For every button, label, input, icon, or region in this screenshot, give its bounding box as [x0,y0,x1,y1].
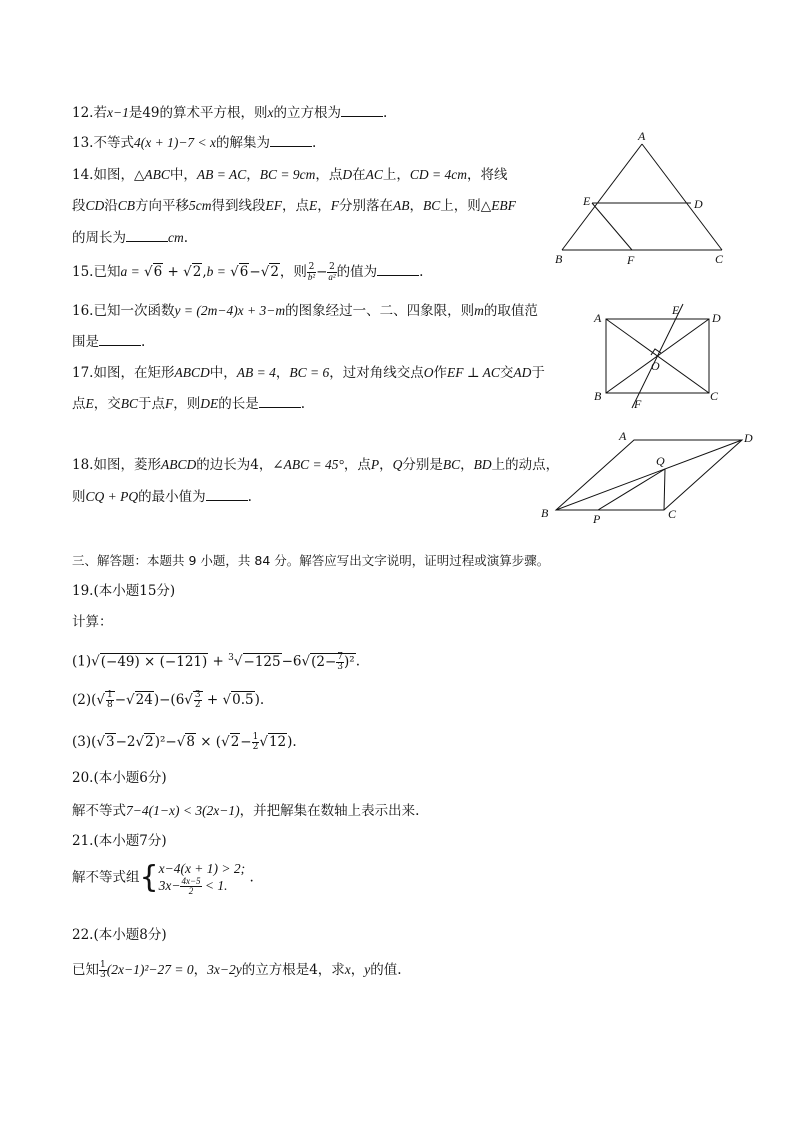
q14-text: 中， [169,167,197,183]
question-22-body [72,960,402,980]
segment-AB [562,144,642,250]
q17-math: AB = 4 [236,365,276,380]
q19-op: − [114,692,127,708]
q18-text: 的边长为4， [196,457,273,473]
question-17-line-1 [72,363,545,383]
q18-text: 上的动点， [491,457,560,473]
label-O: O [651,359,660,373]
label-D: D [694,197,703,211]
label-C: C [715,252,724,266]
q19-fraction [106,691,114,710]
q16-text: 的取值范 [483,303,538,319]
q15-radicand: 2 [270,264,279,280]
q17-text: 于点 [138,396,166,412]
question-14-line-3 [72,228,188,248]
question-18-line-1 [72,455,559,475]
system-row-1: x−4(x + 1) > 2; [158,861,246,876]
q21-fraction [180,877,201,896]
q13-suffix: 的解集为 [216,135,271,151]
q15-answer-blank[interactable] [377,263,419,276]
q14-text: 14.如图，△ [72,167,145,183]
system-row-2 [159,877,246,896]
q21-text: 解不等式组 [72,869,140,886]
q17-text: ，过对角线交点 [329,365,424,381]
inequality-system [159,860,246,896]
q14-text: 在 [352,167,366,183]
q22-math: 3x−2y [207,962,242,977]
q19-radicand [193,691,203,708]
q19-text: )²− [154,734,177,750]
q19-radicand: 12 [268,734,287,750]
q14-math: CD [85,198,105,213]
q19-fraction [252,733,260,752]
question-19-title: 19.(本小题15分) [72,583,176,599]
q14-math: CB [117,198,136,213]
frac-num: 2 [329,262,335,272]
q17-math: DE [200,396,219,411]
q14-answer-blank[interactable] [126,229,168,242]
q17-text: 于 [531,365,545,381]
q17-text: 交 [499,365,514,381]
section-3-heading: 三、解答题：本题共 9 小题，共 84 分。解答应写出文字说明，证明过程或演算步骤。 [72,553,550,568]
q22-math: y [364,962,371,977]
frac-den: 2 [188,886,194,897]
q14-text: ， [317,198,331,214]
q17-math: BC [120,396,139,411]
frac-den: 3 [100,970,106,980]
q17-text: ， [275,365,290,381]
q14-text: 得到线段 [211,198,266,214]
label-A: A [594,311,602,325]
q14-math: AC [365,167,383,182]
question-14-line-1 [72,165,507,185]
q14-math: EBF [491,198,516,213]
diagonal-BD [556,440,742,510]
label-F: F [634,397,642,411]
figure-14-triangle [550,128,740,268]
frac-num: 3 [194,690,201,700]
q14-math: BC [423,198,441,213]
q12-expr: x−1 [106,105,129,120]
q17-math: BC = 6 [289,365,330,380]
q17-text: 的长是 [218,396,259,412]
q12-var: x [267,105,274,120]
q14-text: 分别落在 [339,198,394,214]
question-18-line-2 [72,487,252,507]
q22-text: 的立方根是4，求 [241,962,345,978]
q14-math: ABC [144,167,170,182]
frac-num: 1 [100,960,106,970]
q18-text: ， [460,457,474,473]
q13-prefix: 13.不等式 [72,135,134,151]
q16-text: 围是 [72,334,99,350]
q12-prefix: 12.若 [72,105,107,121]
q22-text: ， [193,962,208,978]
q13-end: . [312,135,317,151]
frac-num: 1 [107,690,113,700]
q18-math: BD [473,457,492,472]
figure-17-rectangle [588,300,728,412]
q15-fraction [307,263,316,282]
segment-EF [632,304,683,408]
label-E: E [583,194,591,208]
q15-radicand: 6 [153,264,163,280]
label-A: A [619,429,627,443]
q18-math: ∠ABC = 45° [272,457,344,472]
question-19-part-2: (2)(√ $\frac{1}{8}$ −√24)−(6√ $\frac{3}{2}$ + √0.5). [72,690,265,710]
q19-fraction [336,653,344,672]
q19-radicand: 24 [135,692,153,708]
question-20-body [72,801,419,821]
q19-text: )² [344,653,355,670]
q14-end: . [183,230,189,246]
q19-radicand: 2 [230,734,240,750]
q19-op: + [208,653,229,670]
q19-radicand [310,653,356,670]
q16-answer-blank[interactable] [99,333,141,346]
question-20-title: 20.(本小题6分) [72,770,167,786]
q17-math: E [85,396,94,411]
q14-math: E [309,198,318,213]
q14-math: AB [393,198,410,213]
label-D: D [712,311,721,325]
question-13 [72,133,316,153]
frac-num: 2 [308,262,315,272]
label-Q: Q [656,454,665,468]
q18-math: P [370,457,380,472]
q19-radicand: 8 [186,734,195,750]
q16-math: y = (2m−4)x + 3−m [174,303,286,318]
q12-mid: 是49的算术平方根，则 [128,105,268,121]
label-C: C [710,389,719,403]
q19-end: ). [254,692,265,708]
q22-text: 的值. [370,962,402,978]
q22-text: ， [350,962,365,978]
q15-text: 15.已知 [72,264,121,280]
label-P: P [593,512,601,526]
q19-op: + [202,692,223,708]
label-C: C [668,507,677,521]
q22-text: 已知 [72,962,99,978]
q19-fraction [194,691,202,710]
q18-text: ，点 [343,457,371,473]
q13-expr: 4(x + 1)−7 < x [133,135,217,150]
q14-math: BC = 9cm [259,167,316,182]
q19-end: . [355,653,361,670]
q15-math: b = [206,264,226,279]
frac-num: 7 [337,651,344,662]
frac-den: a² [328,272,336,282]
question-22-title: 22.(本小题8分) [72,927,167,943]
frac-den: b² [307,272,316,282]
q19-text: (2)( [72,692,97,708]
q16-text: 的图象经过一、二、四象限，则 [285,303,475,319]
frac-num: 1 [252,732,259,742]
question-21-title: 21.(本小题7分) [72,833,167,849]
q19-op: × ( [195,734,222,750]
question-16-line-1 [72,301,538,321]
q17-text: ，交 [93,396,121,412]
question-14-line-2 [72,196,516,216]
q20-text: 解不等式 [72,803,126,819]
q19-radicand: −125 [243,653,281,670]
label-D: D [744,431,753,445]
q16-math: m [474,303,484,318]
q19-radicand: 2 [145,734,154,750]
q12-end: . [383,105,388,121]
q17-text: 点 [72,396,86,412]
q14-math: F [330,198,340,213]
q16-text: 16.已知一次函数 [72,303,175,319]
q19-text: (2− [311,653,337,670]
q14-text: 上，则△ [440,198,492,214]
q17-math: O [423,365,434,380]
q18-text: 的最小值为 [138,489,206,505]
frac-den: 2 [252,742,259,752]
frac-den: 8 [107,700,113,710]
q15-op: + [163,264,184,280]
q12-answer-blank[interactable] [341,104,383,117]
q18-text: 则 [72,489,86,505]
q18-text: 分别是 [402,457,443,473]
q20-text: ，并把解集在数轴上表示出来. [239,803,420,819]
q14-text: ，将线 [466,167,508,183]
q19-op: −6 [281,653,302,670]
q18-end: . [247,489,252,505]
q18-math: CQ + PQ [85,489,139,504]
q19-radicand: (−49) × (−121) [100,653,208,670]
q17-text: 中， [209,365,237,381]
q19-op: − [240,734,252,750]
q12-suffix: 的立方根为 [273,105,342,121]
q14-math: D [342,167,353,182]
question-15: 15.已知a = √6 + √2,b = √6−√2，则 $\frac{2}{\text{b²}}$ − $\frac{2}{\text{a²}}$ 的值为 . [72,262,424,282]
q19-text: (1) [72,653,92,670]
question-16-line-2 [72,332,145,352]
q17-answer-blank[interactable] [259,395,301,408]
q17-end: . [300,396,306,412]
q14-math: 5cm [189,198,212,213]
q14-text: 方向平移 [135,198,190,214]
q15-text: 的值为 [336,264,378,280]
q18-answer-blank[interactable] [206,488,248,501]
label-F: F [627,253,635,267]
q17-math: ABCD [174,365,210,380]
q17-text: 17.如图，在矩形 [72,365,175,381]
frac-num: 4x−5 [181,876,201,887]
row2-text: < 1. [201,878,228,893]
q17-text: ，则 [173,396,201,412]
label-A: A [638,129,646,143]
q15-op: − [316,264,328,280]
q14-text: 沿 [104,198,118,214]
q14-text: ，点 [315,167,343,183]
segment-EF [592,203,632,250]
q18-text: 18.如图，菱形 [72,457,161,473]
q18-math: Q [392,457,403,472]
q19-root-index: 3 [228,653,234,663]
q14-math: AB = AC [196,167,247,182]
question-21-body [72,860,254,896]
system-brace: { [139,860,159,896]
q15-op: − [249,264,261,280]
q22-fraction [99,961,107,980]
question-17-line-2 [72,394,305,414]
q16-end: . [141,334,146,350]
q20-math: 7−4(1−x) < 3(2x−1) [126,803,240,818]
q14-text: ， [409,198,424,214]
question-19-part-3: (3)(√3−2√2)²−√8 × (√2− $\frac{1}{2}$ √12). [72,732,297,752]
q18-text: ， [379,457,393,473]
q15-radicand: 2 [192,264,202,280]
q15-fraction [327,263,336,282]
q14-unit: cm [168,230,184,245]
frac-den: 3 [337,661,344,672]
label-B: B [555,252,563,266]
q13-answer-blank[interactable] [270,134,312,147]
q14-math: EF [265,198,283,213]
q15-end: . [419,264,424,280]
q19-radicand [105,691,115,708]
q22-math: x [344,962,351,977]
q14-text: 上， [382,167,410,183]
figure-18-rhombus [537,428,759,530]
q15-math: a = [120,264,140,279]
q18-math: ABCD [160,457,197,472]
question-19-part-1: (1)√(−49) × (−121) + $^3$√−125−6√(2− $\frac{7}{3}$ )². [72,651,361,672]
question-19-intro: 计算： [72,614,113,630]
q14-text: 的周长为 [72,230,126,246]
q14-text: 段 [72,198,86,214]
q19-radicand: 3 [106,734,115,750]
q15-text: , [202,264,207,280]
q14-math: CD = 4cm [409,167,467,182]
label-E: E [672,303,680,317]
segment-PQ [598,469,665,510]
q19-text: (3)( [72,734,97,750]
segment-CQ [664,469,665,510]
q21-end: . [249,869,254,886]
label-B: B [594,389,602,403]
q19-radicand: 0.5 [232,692,254,708]
q17-text: 作 [433,365,447,381]
q17-math: F [165,396,174,411]
q15-text: ，则 [279,264,307,280]
q19-end: ). [287,734,297,750]
q18-math: BC [442,457,461,472]
label-B: B [541,506,549,520]
row2-text: 3x− [158,878,181,893]
segment-AC [642,144,722,250]
frac-den: 2 [194,700,201,710]
q14-text: ， [246,167,260,183]
q17-math: EF ⊥ AC [446,365,500,380]
q15-radicand: 6 [239,264,249,280]
question-12 [72,103,387,123]
q17-math: AD [513,365,532,380]
q22-math: (2x−1)²−27 = 0 [106,962,194,977]
q19-op: −2 [115,734,136,750]
q19-text: )−(6 [153,692,185,708]
q14-text: ，点 [282,198,310,214]
